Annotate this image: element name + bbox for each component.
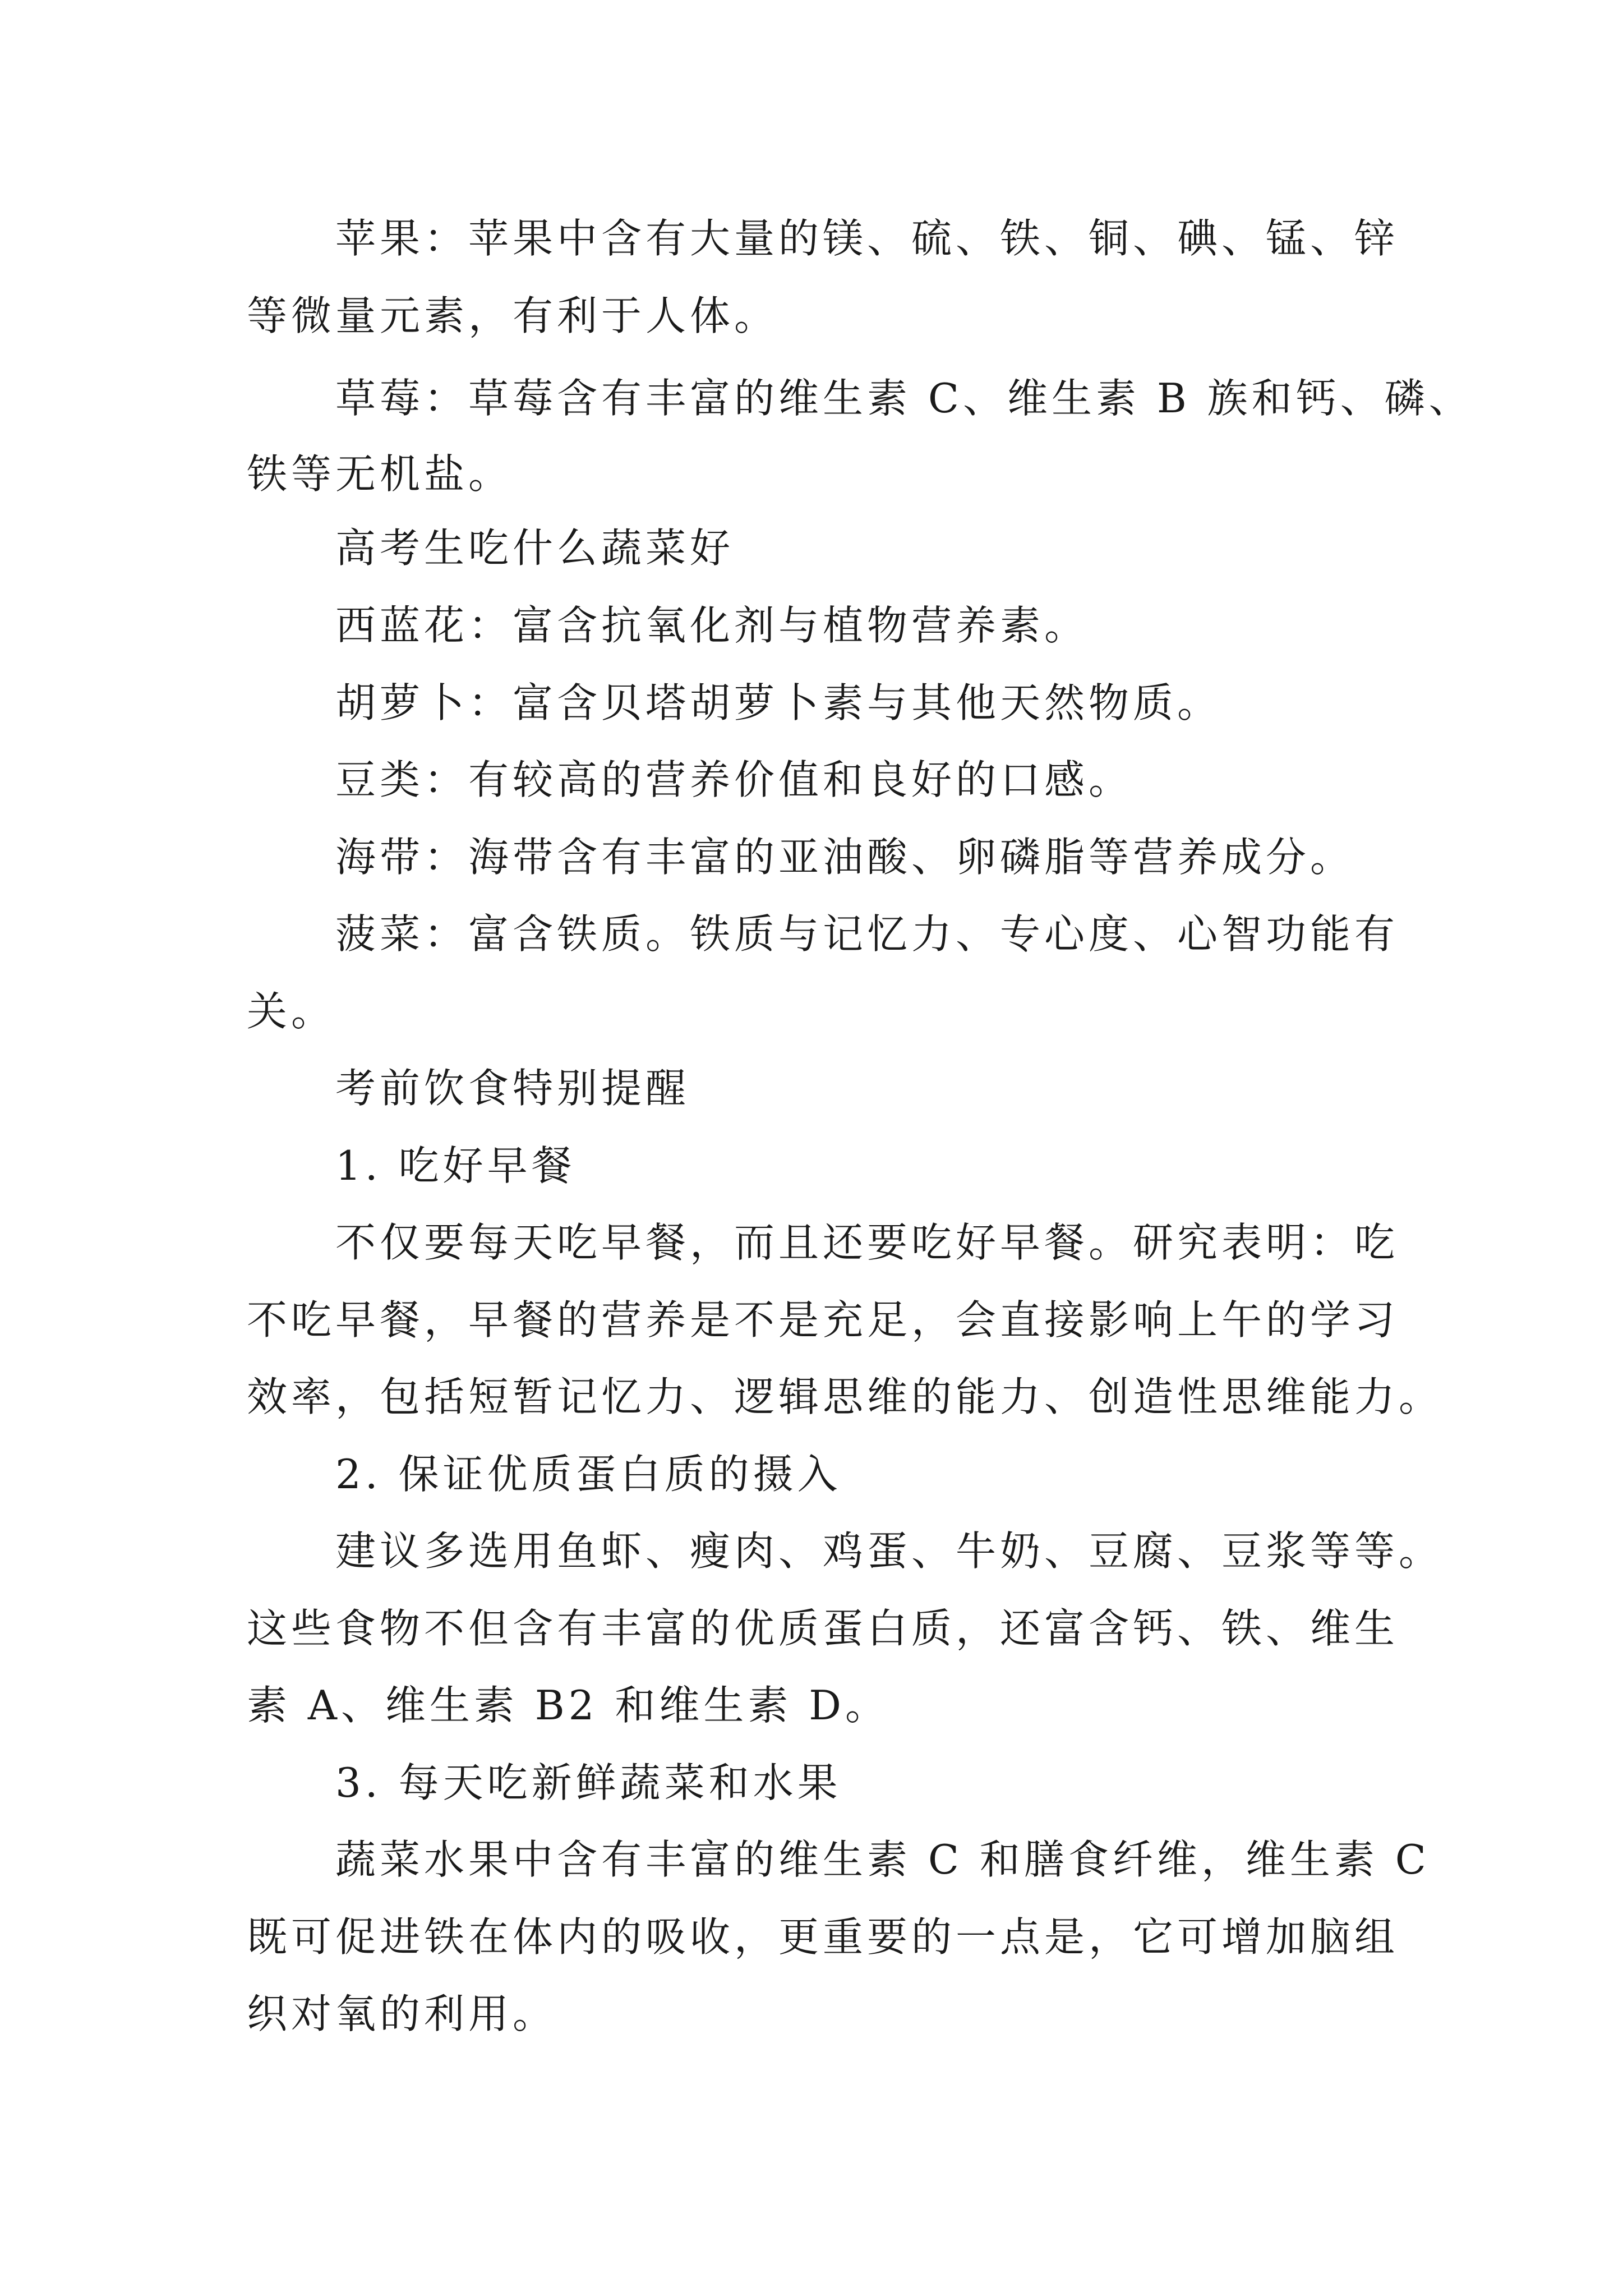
- spinach-paragraph-line-2: 关。: [247, 988, 336, 1035]
- beans-line: 豆类：有较高的营养价值和良好的口感。: [335, 756, 1133, 803]
- kelp-line: 海带：海带含有丰富的亚油酸、卵磷脂等营养成分。: [335, 834, 1355, 881]
- protein-paragraph-line-1: 建议多选用鱼虾、瘦肉、鸡蛋、牛奶、豆腐、豆浆等等。: [335, 1527, 1444, 1575]
- breakfast-paragraph-line-2: 不吃早餐，早餐的营养是不是充足，会直接影响上午的学习: [247, 1296, 1399, 1343]
- fruits-vegetables-paragraph-line-2: 既可促进铁在体内的吸收，更重要的一点是，它可增加脑组: [247, 1913, 1399, 1961]
- carrot-line: 胡萝卜：富含贝塔胡萝卜素与其他天然物质。: [335, 679, 1222, 726]
- apple-paragraph-line-2: 等微量元素，有利于人体。: [247, 292, 779, 339]
- spinach-paragraph-line-1: 菠菜：富含铁质。铁质与记忆力、专心度、心智功能有: [335, 910, 1399, 958]
- broccoli-line: 西蓝花：富含抗氧化剂与植物营养素。: [335, 602, 1089, 649]
- protein-paragraph-line-2: 这些食物不但含有丰富的优质蛋白质，还富含钙、铁、维生: [247, 1605, 1399, 1652]
- strawberry-paragraph-line-2: 铁等无机盐。: [247, 450, 513, 498]
- breakfast-paragraph-line-3: 效率，包括短暂记忆力、逻辑思维的能力、创造性思维能力。: [247, 1373, 1444, 1420]
- breakfast-paragraph-line-1: 不仅要每天吃早餐，而且还要吃好早餐。研究表明：吃: [335, 1219, 1399, 1266]
- fruits-vegetables-heading: 3. 每天吃新鲜蔬菜和水果: [335, 1759, 842, 1806]
- vegetables-heading: 高考生吃什么蔬菜好: [335, 524, 735, 572]
- breakfast-heading: 1. 吃好早餐: [335, 1142, 576, 1189]
- diet-reminder-heading: 考前饮食特别提醒: [335, 1065, 690, 1112]
- apple-paragraph-line-1: 苹果：苹果中含有大量的镁、硫、铁、铜、碘、锰、锌: [335, 215, 1399, 262]
- protein-heading: 2. 保证优质蛋白质的摄入: [335, 1451, 842, 1498]
- fruits-vegetables-paragraph-line-3: 织对氧的利用。: [247, 1990, 557, 2037]
- fruits-vegetables-paragraph-line-1: 蔬菜水果中含有丰富的维生素 C 和膳食纤维，维生素 C: [335, 1836, 1430, 1883]
- protein-paragraph-line-3: 素 A、维生素 B2 和维生素 D。: [247, 1682, 889, 1729]
- strawberry-paragraph-line-1: 草莓：草莓含有丰富的维生素 C、维生素 B 族和钙、磷、: [335, 375, 1473, 422]
